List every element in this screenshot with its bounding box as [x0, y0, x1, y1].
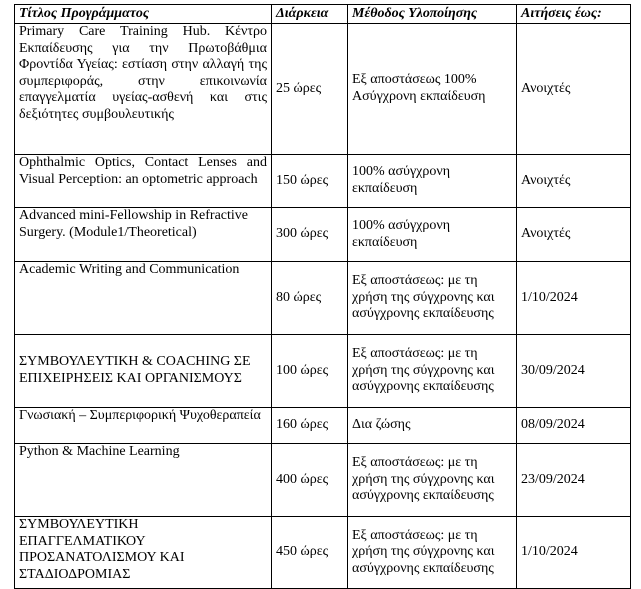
header-method: Μέθοδος Υλοποίησης: [348, 5, 517, 24]
program-title: ΣΥΜΒΟΥΛΕΥΤΙΚΗ ΕΠΑΓΓΕΛΜΑΤΙΚΟΥ ΠΡΟΣΑΝΑΤΟΛΙΣΜΟΥ ΚΑΙ ΣΤΑΔΙΟΔΡΟΜΙΑΣ: [15, 517, 272, 589]
program-method: Εξ αποστάσεως: με τη χρήση της σύγχρονης και ασύγχρονης εκπαίδευσης: [348, 517, 517, 589]
program-title: ΣΥΜΒΟΥΛΕΥΤΙΚΗ & COACHING ΣΕ ΕΠΙΧΕΙΡΗΣΕΙΣ ΚΑΙ ΟΡΓΑΝΙΣΜΟΥΣ: [15, 335, 272, 408]
header-duration: Διάρκεια: [272, 5, 348, 24]
program-method: Εξ αποστάσεως: με τη χρήση της σύγχρονης και ασύγχρονης εκπαίδευσης: [348, 335, 517, 408]
program-title: Python & Machine Learning: [15, 444, 272, 517]
program-title: Ophthalmic Optics, Contact Lenses and Visual Perception: an optometric approach: [15, 155, 272, 208]
program-deadline: 1/10/2024: [517, 262, 631, 335]
program-method: Δια ζώσης: [348, 408, 517, 444]
program-deadline: Ανοιχτές: [517, 24, 631, 155]
header-deadline: Αιτήσεις έως:: [517, 5, 631, 24]
table-row: [15, 517, 631, 589]
program-deadline: 08/09/2024: [517, 408, 631, 444]
program-method: 100% ασύγχρονη εκπαίδευση: [348, 208, 517, 262]
table-row: [15, 444, 631, 517]
program-deadline: 1/10/2024: [517, 517, 631, 589]
program-deadline: Ανοιχτές: [517, 208, 631, 262]
program-method: Εξ αποστάσεως: με τη χρήση της σύγχρονης και ασύγχρονης εκπαίδευσης: [348, 444, 517, 517]
program-method: Εξ αποστάσεως: με τη χρήση της σύγχρονης και ασύγχρονης εκπαίδευσης: [348, 262, 517, 335]
header-title: Τίτλος Προγράμματος: [15, 5, 272, 24]
program-duration: 160 ώρες: [272, 408, 348, 444]
program-title: Academic Writing and Communication: [15, 262, 272, 335]
program-duration: 80 ώρες: [272, 262, 348, 335]
program-title: Advanced mini-Fellowship in Refractive Surgery. (Module1/Theoretical): [15, 208, 272, 262]
program-title: Γνωσιακή – Συμπεριφορική Ψυχοθεραπεία: [15, 408, 272, 444]
program-deadline: 30/09/2024: [517, 335, 631, 408]
table-row: [15, 24, 631, 155]
table-row: [15, 335, 631, 408]
programs-table: [14, 4, 631, 589]
program-deadline: 23/09/2024: [517, 444, 631, 517]
program-duration: 150 ώρες: [272, 155, 348, 208]
program-duration: 400 ώρες: [272, 444, 348, 517]
program-deadline: Ανοιχτές: [517, 155, 631, 208]
table-header-row: [15, 5, 631, 24]
table-row: [15, 208, 631, 262]
program-title: Primary Care Training Hub. Κέντρο Εκπαίδευσης για την Πρωτοβάθμια Φροντίδα Υγείας: εστίαση στην αλλαγή της συμπεριφοράς, στην επικοινωνία επαγγελματία υγείας-ασθενή και στις δεξιότητες συμβουλευτικής: [15, 24, 272, 155]
table-row: [15, 262, 631, 335]
table-row: [15, 408, 631, 444]
program-method: 100% ασύγχρονη εκπαίδευση: [348, 155, 517, 208]
program-duration: 25 ώρες: [272, 24, 348, 155]
program-method: Εξ αποστάσεως 100% Ασύγχρονη εκπαίδευση: [348, 24, 517, 155]
table-row: [15, 155, 631, 208]
program-duration: 300 ώρες: [272, 208, 348, 262]
program-duration: 100 ώρες: [272, 335, 348, 408]
program-duration: 450 ώρες: [272, 517, 348, 589]
